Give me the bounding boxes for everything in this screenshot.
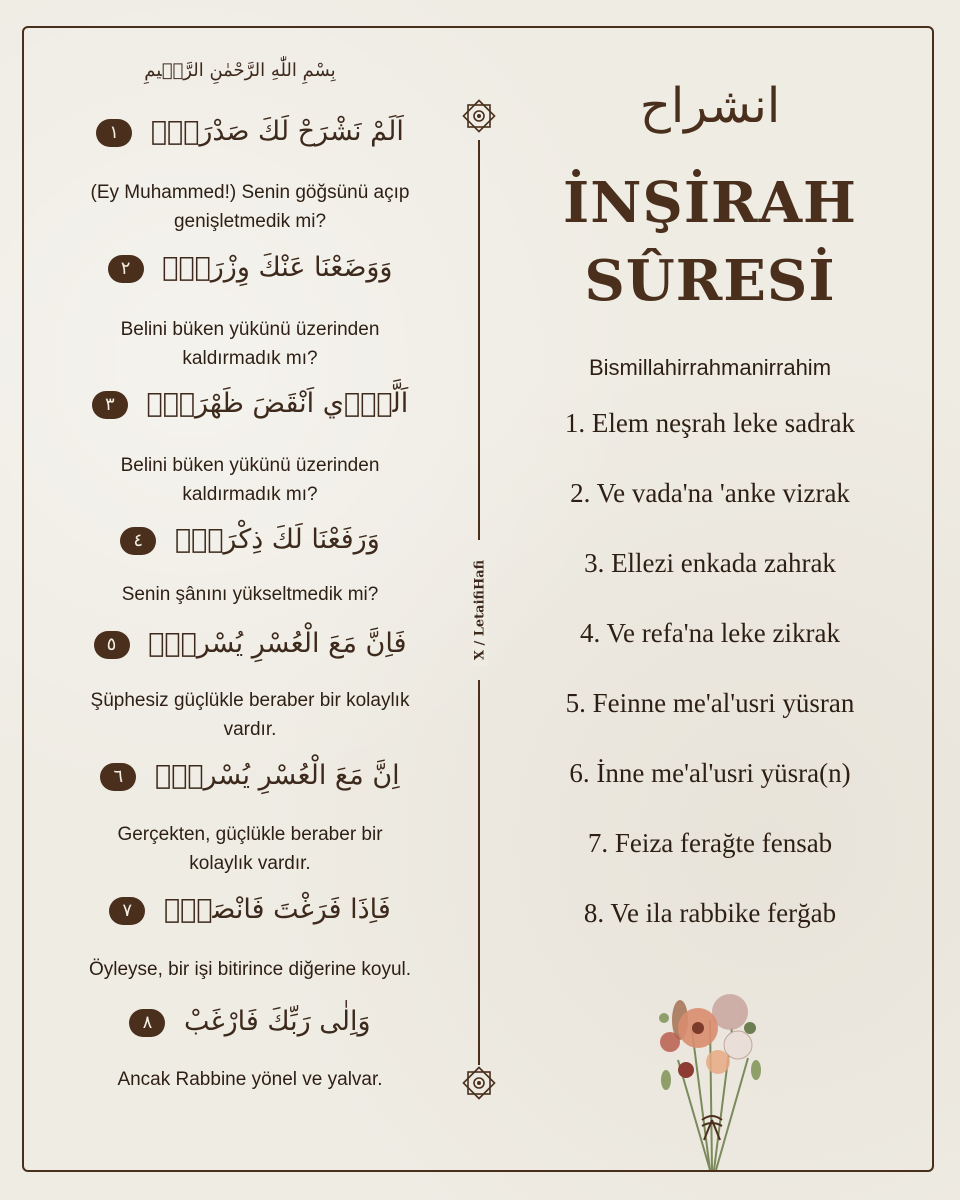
verse-arabic-text: وَاِلٰى رَبِّكَ فَارْغَبْ (184, 1006, 371, 1037)
verse-arabic-8 (40, 1006, 460, 1037)
arabic-surah-title: انشراح (639, 78, 781, 134)
verse-turkish-6 (40, 820, 460, 878)
verse-turkish-line: kaldırmadık mı? (182, 348, 318, 369)
verse-turkish-5 (40, 686, 460, 744)
transliteration-line-3: 3. Ellezi enkada zahrak (584, 548, 836, 578)
star-ornament-icon (459, 96, 499, 136)
verse-turkish-2 (40, 315, 460, 373)
verse-number-badge: ٥ (94, 631, 130, 659)
verse-turkish-line: Şüphesiz güçlükle beraber bir kolaylık (90, 690, 410, 711)
column-divider-top (478, 140, 480, 540)
verse-arabic-4 (40, 524, 460, 555)
verse-arabic-text: وَوَضَعْنَا عَنْكَ وِزْرَكَۙ (162, 252, 393, 283)
verse-arabic-6 (40, 760, 460, 791)
transliteration-line-6: 6. İnne me'al'usri yüsra(n) (569, 758, 851, 788)
verse-arabic-5 (40, 628, 460, 659)
verse-number-badge: ٨ (129, 1009, 165, 1037)
transliteration-line-4: 4. Ve refa'na leke zikrak (580, 618, 840, 648)
verse-turkish-line: Gerçekten, güçlükle beraber bir (117, 824, 383, 845)
verse-arabic-2 (40, 252, 460, 283)
author-credit (465, 545, 495, 675)
verse-arabic-3 (40, 388, 460, 419)
verse-turkish-7 (40, 955, 460, 984)
verse-arabic-text: وَرَفَعْنَا لَكَ ذِكْرَكَۜ (174, 524, 380, 555)
transliteration-line-8: 8. Ve ila rabbike ferğab (583, 898, 837, 928)
transliteration-line-5: 5. Feinne me'al'usri yüsran (565, 688, 855, 718)
verse-number-badge: ١ (96, 119, 132, 147)
verse-number-badge: ٢ (108, 255, 144, 283)
verse-number-badge: ٣ (92, 391, 128, 419)
verse-turkish-line: kolaylık vardır. (189, 853, 311, 874)
verse-turkish-line: Belini büken yükünü üzerinden (120, 455, 380, 476)
verse-arabic-7 (40, 894, 460, 925)
verse-number-badge: ٧ (109, 897, 145, 925)
verse-arabic-1 (40, 116, 460, 147)
flower-bouquet-illustration (640, 970, 780, 1170)
verse-arabic-text: اَلَّذ۪ٓي اَنْقَضَ ظَهْرَكَۙ (146, 388, 409, 419)
transliteration-line-7: 7. Feiza ferağte fensab (587, 828, 833, 858)
verse-number-badge: ٤ (120, 527, 156, 555)
verse-turkish-line: genişletmedik mi? (173, 211, 327, 232)
basmala-calligraphy: بِسْمِ اللّٰهِ الرَّحْمٰنِ الرَّح۪يمِ (144, 60, 336, 81)
column-divider-bottom (478, 680, 480, 1065)
surah-title-line2: SÛRESİ (584, 248, 836, 314)
transliteration-line-1: 1. Elem neşrah leke sadrak (564, 408, 856, 438)
verse-arabic-text: فَاِذَا فَرَغْتَ فَانْصَبْۙ (163, 894, 391, 925)
verse-arabic-text: اَلَمْ نَشْرَحْ لَكَ صَدْرَكَۙ (150, 116, 404, 147)
verse-number-badge: ٦ (100, 763, 136, 791)
verse-turkish-line: (Ey Muhammed!) Senin göğsünü açıp (90, 182, 410, 203)
verses-column (40, 30, 460, 1130)
verse-arabic-text: اِنَّ مَعَ الْعُسْرِ يُسْراًۜ (154, 760, 400, 791)
verse-turkish-line: Öyleyse, bir işi bitirince diğerine koyul. (88, 959, 412, 980)
verse-turkish-line: Ancak Rabbine yönel ve yalvar. (117, 1069, 383, 1090)
verse-turkish-line: vardır. (223, 719, 277, 740)
transliteration-line-2: 2. Ve vada'na 'anke vizrak (570, 478, 850, 508)
verse-turkish-line: Senin şânını yükseltmedik mi? (121, 584, 379, 605)
verse-turkish-4 (40, 580, 460, 609)
verse-turkish-8 (40, 1065, 460, 1094)
star-ornament-icon (459, 1063, 499, 1103)
author-credit-text: X / LetaifiHafi (473, 554, 488, 666)
verse-turkish-1 (40, 178, 460, 236)
verse-turkish-3 (40, 451, 460, 509)
verse-arabic-text: فَاِنَّ مَعَ الْعُسْرِ يُسْراًۙ (148, 628, 407, 659)
verse-turkish-line: Belini büken yükünü üzerinden (120, 319, 380, 340)
verse-turkish-line: kaldırmadık mı? (182, 484, 318, 505)
surah-title-line1: İNŞİRAH (563, 170, 857, 236)
bismillah-transliteration: Bismillahirrahmanirrahim (588, 355, 832, 380)
